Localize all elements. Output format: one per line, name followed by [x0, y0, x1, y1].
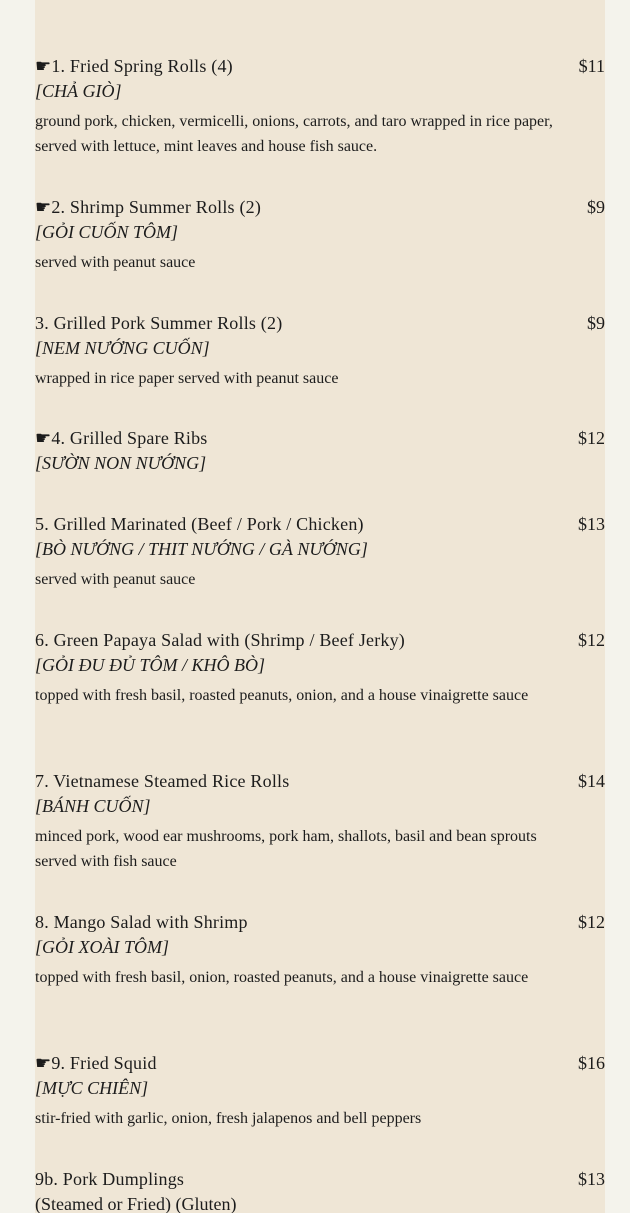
item-vietnamese-name: [BÁNH CUỐN] — [35, 796, 151, 816]
menu-panel — [35, 0, 605, 1213]
item-description: ground pork, chicken, vermicelli, onions, carrots, and taro wrapped in rice paper, served with lettuce, mint leaves and house fish sauce. — [35, 113, 553, 155]
item-description: served with peanut sauce — [35, 254, 196, 271]
item-price: $12 — [578, 630, 605, 650]
item-description: stir-fried with garlic, onion, fresh jalapenos and bell peppers — [35, 1110, 422, 1127]
item-subtitle: (Steamed or Fried) (Gluten) — [35, 1194, 237, 1213]
menu-item — [35, 1167, 605, 1213]
item-price: $9 — [587, 197, 605, 217]
item-vietnamese-name: [GỎI ĐU ĐỦ TÔM / KHÔ BÒ] — [35, 655, 266, 675]
menu-item — [35, 54, 605, 159]
menu-item — [35, 910, 605, 990]
item-vietnamese-name: [SƯỜN NON NƯỚNG] — [35, 453, 207, 473]
item-description: topped with fresh basil, onion, roasted peanuts, and a house vinaigrette sauce — [35, 969, 529, 986]
menu-item — [35, 512, 605, 592]
item-name: ☛1. Fried Spring Rolls (4) — [35, 56, 233, 76]
item-price: $13 — [578, 514, 605, 534]
item-vietnamese-name: [GỎI XOÀI TÔM] — [35, 937, 169, 957]
menu-item — [35, 426, 605, 476]
item-name: 9b. Pork Dumplings — [35, 1169, 185, 1189]
item-price: $13 — [578, 1169, 605, 1189]
item-vietnamese-name: [MỰC CHIÊN] — [35, 1078, 149, 1098]
item-description: served with peanut sauce — [35, 571, 196, 588]
menu-item — [35, 628, 605, 708]
item-name: 5. Grilled Marinated (Beef / Pork / Chicken) — [35, 514, 364, 534]
item-price: $12 — [578, 912, 605, 932]
item-name: 6. Green Papaya Salad with (Shrimp / Beef Jerky) — [35, 630, 406, 650]
menu-item — [35, 311, 605, 391]
item-vietnamese-name: [CHẢ GIÒ] — [35, 81, 122, 101]
item-vietnamese-name: [NEM NƯỚNG CUỐN] — [35, 338, 210, 358]
item-description: topped with fresh basil, roasted peanuts, onion, and a house vinaigrette sauce — [35, 687, 529, 704]
item-name: 3. Grilled Pork Summer Rolls (2) — [35, 313, 283, 333]
item-price: $16 — [578, 1053, 605, 1073]
item-price: $9 — [587, 313, 605, 333]
menu-item — [35, 769, 605, 874]
item-description: minced pork, wood ear mushrooms, pork ham, shallots, basil and bean sprouts served with fish sauce — [35, 828, 537, 870]
item-price: $12 — [578, 428, 605, 448]
item-name: ☛4. Grilled Spare Ribs — [35, 428, 208, 448]
menu-item — [35, 1051, 605, 1131]
item-price: $11 — [578, 56, 605, 76]
item-vietnamese-name: [GỎI CUỐN TÔM] — [35, 222, 179, 242]
item-description: wrapped in rice paper served with peanut sauce — [35, 370, 339, 387]
item-vietnamese-name: [BÒ NƯỚNG / THIT NƯỚNG / GÀ NƯỚNG] — [35, 539, 368, 559]
item-price: $14 — [578, 771, 605, 791]
item-name: ☛2. Shrimp Summer Rolls (2) — [35, 197, 262, 217]
item-name: 8. Mango Salad with Shrimp — [35, 912, 248, 932]
item-name: 7. Vietnamese Steamed Rice Rolls — [35, 771, 290, 791]
item-name: ☛9. Fried Squid — [35, 1053, 157, 1073]
menu-item — [35, 195, 605, 275]
